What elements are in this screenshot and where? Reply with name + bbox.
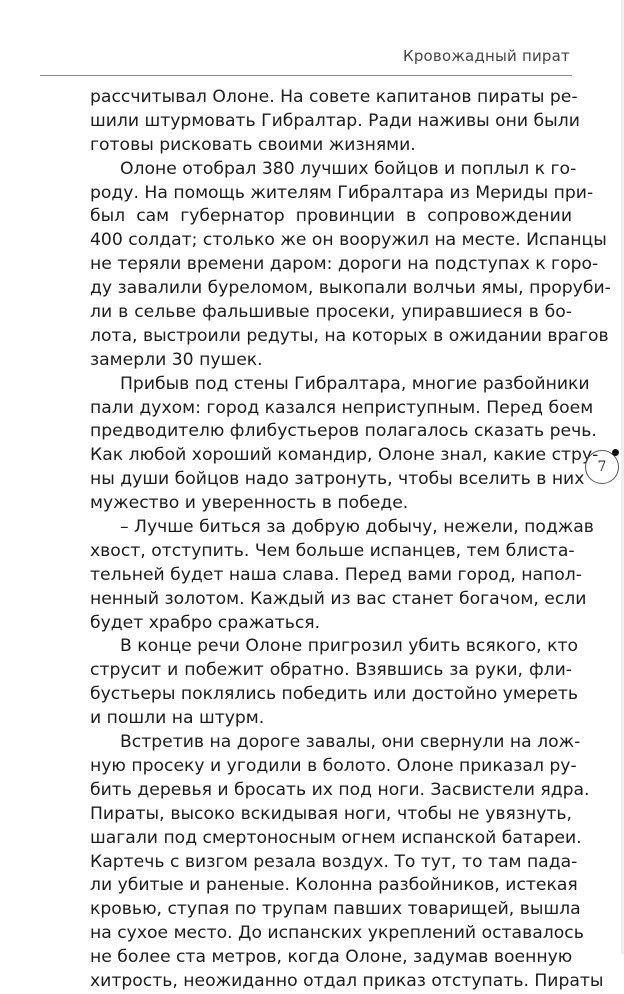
text-line: готовы рисковать своими жизнями. [90,134,416,155]
text-line: Прибыв под стены Гибралтара, многие разбойники [120,373,590,394]
text-line: бить деревья и бросать их под ноги. Засвистели ядра. [90,779,590,800]
text-line: кровью, ступая по трупам павших товарищей, вышла [90,899,581,920]
text-line: Пираты, высоко вскидывая ноги, чтобы не увязнуть, [90,803,572,824]
text-line: ли убитые и раненые. Колонна разбойников, истекая [90,875,578,896]
text-line: шагали под смертоносным огнем испанской батареи. [90,827,582,848]
text-line: ную просеку и угодили в болото. Олоне приказал ру- [90,755,577,776]
text-line: предводителю флибустьеров полагалось сказать речь. [90,421,597,442]
text-line: рассчитывал Олоне. На совете капитанов пираты ре- [90,87,578,107]
text-line: Как любой хороший командир, Олоне знал, какие стру- [90,445,599,466]
text-line: Картечь с визгом резала воздух. То тут, то там пада- [90,851,578,872]
text-line: не более ста метров, когда Олоне, задумав военную [90,947,573,968]
text-line: лота, выстроили редуты, на которых в ожидании врагов [90,325,609,346]
text-line: ли в сельве фальшивые просеки, упиравшиеся в бо- [90,302,572,323]
running-header-title: Кровожадный пират [402,47,570,65]
page-number-dot [612,449,619,456]
text-line: не теряли времени даром: дороги на подступах к горо- [90,254,599,275]
text-line: пали духом: город казался неприступным. Перед боем [90,397,594,418]
text-line: – Лучше биться за добрую добычу, нежели, поджав [120,517,594,538]
text-line: на сухое место. До испанских укреплений оставалось [90,923,584,944]
text-line: мужество и уверенность в победе. [90,493,409,514]
text-line: и пошли на штурм. [90,708,265,729]
text-line: шили штурмовать Гибралтар. Ради наживы они были [90,110,580,131]
text-line: Встретив на дороге завалы, они свернули на лож- [120,732,581,753]
text-line: струсит и побежит обратно. Взявшись за руки, фли- [90,660,572,681]
text-line: замерли 30 пушек. [90,349,263,370]
text-line: Олоне отобрал 380 лучших бойцов и поплыл к го- [120,158,577,179]
page-number: 7 [585,450,619,484]
text-line: бустьеры поклялись победить или достойно умереть [90,684,579,705]
text-line: ду завалили буреломом, выкопали волчьи ямы, проруби- [90,278,611,299]
text-line: будет храбро сражаться. [90,612,321,633]
text-line: хитрость, неожиданно отдал приказ отступать. Пираты [90,970,604,991]
header-rule [40,75,572,76]
text-line: В конце речи Олоне пригрозил убить всякого, кто [120,636,578,657]
text-line: был сам губернатор провинции в сопровождении [90,206,572,227]
text-line: 400 солдат; столько же он вооружил на месте. Испанцы [90,230,607,251]
text-line: ненный золотом. Каждый из вас станет богачом, если [90,588,587,609]
text-line: роду. На помощь жителям Гибралтара из Мериды при- [90,182,594,203]
text-line: ны души бойцов надо затронуть, чтобы вселить в них [90,469,585,490]
body-text [90,86,611,994]
text-line: тельней будет наша слава. Перед вами город, напол- [90,564,582,585]
text-line: хвост, отступить. Чем больше испанцев, тем блиста- [90,540,575,561]
